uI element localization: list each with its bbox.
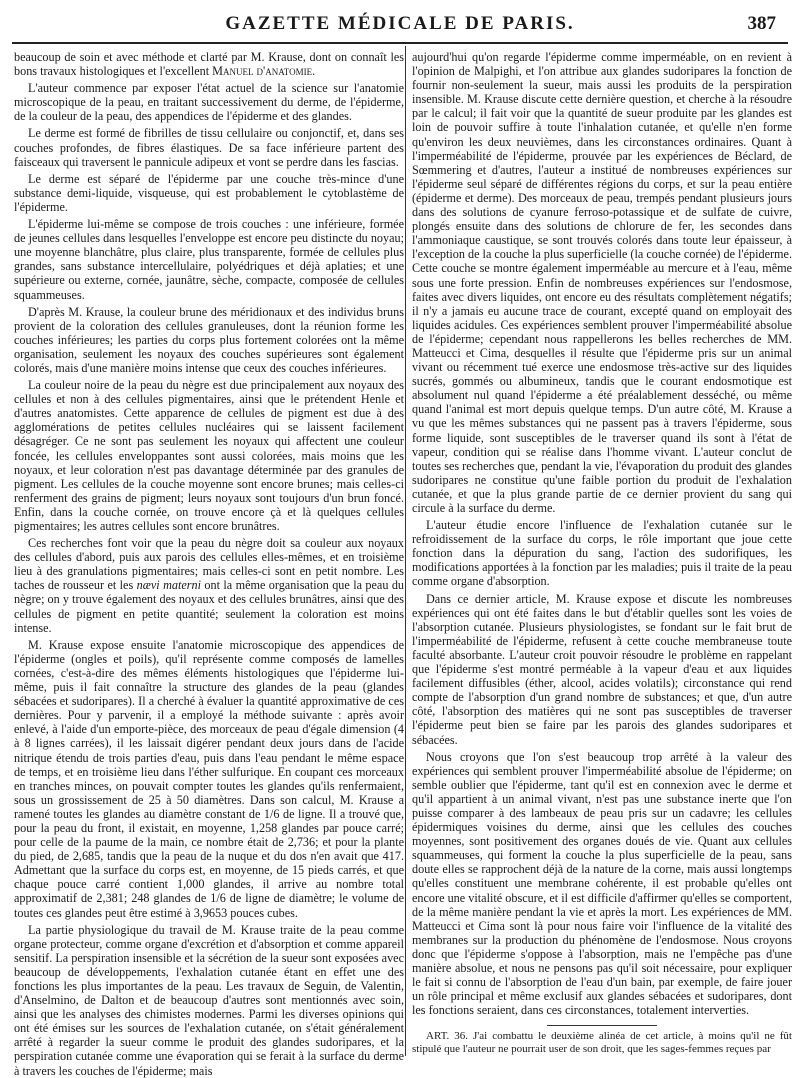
book-title: Manuel d'anatomie. — [212, 64, 316, 79]
paragraph: aujourd'hui qu'on regarde l'épiderme comme imperméable, on en revient à l'opinion de Malpighi, et l'on attribue aux glandes sudoripares la fonction de fournir non-seulement la sueur, mais aussi les produits de la perspiration insensible. M. Krause discute cette dernière question, et cherche à la résoudre par le calcul; il fait voir que la quantité de sueur produite par les glandes est loin de pouvoir suffire à toute l'inhalation cutanée, et qu'elle n'en forme qu'environ les deux neuvièmes, dans les circonstances ordinaires. Quant à l'imperméabilité de l'épiderme, prouvée par les expériences de Béclard, de Sœmmering et d'autres, l'auteur a institué de nombreuses expériences sur l'épiderme seul séparé de différentes régions du corps, et sur la peau entière (épiderme et derme). Des morceaux de peau, trempés pendant plusieurs jours dans des solutions de cyanure ferroso-potassique et de sulfate de cuivre, plongés ensuite dans des solutions de chlorure de fer, les secondes dans l'ammoniaque caustique, se sont trouvés colorés dans toute leur épaisseur, à l'exception de la couche la plus superficielle (la couche cornée) de l'épiderme. Cette couche se montre également imperméable au mercure et à l'eau, même sous une forte pression. Enfin de nombreuses expériences sur l'endosmose, faites avec divers liquides, ont encore eu des résultats complètement négatifs; il n'y a jamais eu aucune trace de courant, excepté quand on employait des liquides acidules. Ces expériences semblent prouver l'imperméabilité absolue de l'épiderme; cependant nous rappellerons les belles recherches de MM. Matteucci et Cima, desquelles il résulte que l'épiderme pris sur un animal vivant ou récemment tué exerce une endosmose très-active sur des liquides sucrés, gommés ou albumineux, tandis que le courant endosmotique est absolument nul quand l'épiderme a été préalablement desséché, ou même quand l'animal est mort depuis quelque temps. D'un autre côté, M. Krause a vu que les mêmes substances qui ne passent pas à travers l'épiderme, sous forme liquide, sont susceptibles de le traverser quand ils sont à l'état de vapeur, condition qui se réalise dans l'homme vivant. L'auteur conclut de toutes ses recherches que, pendant la vie, l'évaporation du produit des glandes sudoripares ne constitue qu'une faible portion du produit de l'exhalation cutanée, et que la plus grande partie de ce dernier provient du sang qui circule à la surface du derme. — [412, 50, 792, 515]
paragraph: Dans ce dernier article, M. Krause expose et discute les nombreuses expériences qui ont été faites dans le but d'établir quelles sont les voies de l'absorption cutanée. Plusieurs physiologistes, se fondant sur le fait brut de l'imperméabilité de l'épiderme, refusent à cette couche membraneuse toute faculté absorbante. L'auteur croit pouvoir résoudre le problème en rappelant que l'épiderme s'est montré perméable à la vapeur d'eau et aux liquides facilement diffusibles (éther, alcool, acides volatils); circonstance qui rend compte de l'absorption d'un grand nombre de substances; et que, d'un autre côté, l'absorption des matières qui ne sont pas susceptibles de traverser l'épiderme peut bien se faire par les parois des glandes sudoripares et sébacées. — [412, 591, 792, 747]
paragraph-text: beaucoup de soin et avec méthode et clarté par M. Krause, dont on connaît les bons travaux histologiques et l'excellent — [14, 50, 404, 79]
page-header — [0, 0, 800, 40]
paragraph — [14, 50, 404, 78]
paragraph: L'auteur commence par exposer l'état actuel de la science sur l'anatomie microscopique de la peau, en traitant successivement du derme, de l'épiderme, de la couleur de la peau, des appendices de l'épiderme et des glandes. — [14, 81, 404, 124]
paragraph: Le derme est séparé de l'épiderme par une couche très-mince d'une substance demi-liquide, visqueuse, qui est probablement le cytoblastème de l'épiderme. — [14, 171, 404, 214]
paragraph: Le derme est formé de fibrilles de tissu cellulaire ou conjonctif, et, dans ses couches profondes, de fibres élastiques. De sa face inférieure partent des faisceaux qui traversent le pannicule adipeux et vont se perdre dans les fascias. — [14, 126, 404, 169]
footnote: ART. 36. J'ai combattu le deuxième alinéa de cet article, à moins qu'il ne fût stipulé que l'auteur ne pourrait user de son droit, que les sages-femmes reçues par — [412, 1030, 792, 1055]
column-separator — [405, 46, 406, 1056]
right-column — [412, 50, 792, 1056]
paragraph: L'auteur étudie encore l'influence de l'exhalation cutanée sur le refroidissement de la surface du corps, le rôle important que joue cette fonction dans la dépuration du sang, l'action des sudorifiques, les modifications apportées à la fonction par les maladies; puis il traite de la peau comme organe d'absorption. — [412, 518, 792, 589]
paragraph: Nous croyons que l'on s'est beaucoup trop arrêté à la valeur des expériences qui semblent prouver l'imperméabilité absolue de l'épiderme; on semble oublier que l'épiderme, tant qu'il est en connexion avec le derme et qu'il appartient à un animal vivant, n'est pas une substance inerte que l'on puisse comparer à des lambeaux de peau pris sur un cadavre; les cellules épidermiques voisines du derme, ainsi que les cellules des couches moyennes, sont positivement des organes doués de vie. Quant aux cellules squammeuses, qui forment la couche la plus superficielle de la peau, sans doute elles se rapprochent déjà de la nature de la corne, mais aussi longtemps qu'elles constituent une membrane cohérente, il est probable qu'elles ont encore une vitalité obscure, et il est difficile d'affirmer qu'elles se comportent, de la même manière pendant la vie et après la mort. Les expériences de MM. Matteucci et Cima sont là pour nous faire voir l'influence de la vitalité des membranes sur la production du phénomène de l'endosmose. Nous croyons donc que l'épiderme s'oppose à l'absorption, mais ne l'empêche pas d'une manière absolue, et nous ne pensons pas qu'il soit nécessaire, pour expliquer le fait si connu de l'absorption de l'eau d'un bain, par exemple, de faire jouer un rôle principal et même exclusif aux glandes sébacées et sudoripares, dont les fonctions seraient, dans ces circonstances, totalement interverties. — [412, 749, 792, 1018]
paragraph-text: Ces recherches font voir que la peau du nègre doit sa couleur aux noyaux des cellules d'abord, puis aux parois des cellules elles-mêmes, et en troisième lieu à des granulations pigmentaires; mais celles-ci sont en petit nombre. Les taches de rousseur et les — [14, 536, 404, 593]
latin-term: nævi materni — [136, 578, 201, 593]
journal-title: GAZETTE MÉDICALE DE PARIS. — [225, 13, 575, 34]
paragraph — [14, 536, 404, 635]
paragraph: La partie physiologique du travail de M. Krause traite de la peau comme organe protecteur, comme organe d'excrétion et d'absorption et comme appareil sensitif. La perspiration insensible et la sécrétion de la sueur sont exposées avec beaucoup de développements, l'exhalation cutanée étant en effet une des fonctions les plus importantes de la peau. Les travaux de Seguin, de Valentin, d'Anselmino, de Dalton et de beaucoup d'autres sont mentionnés avec soin, ainsi que les analyses des chimistes modernes. Parmi les diverses opinions qui ont été émises sur les sources de l'exhalation cutanée, on s'était généralement arrêté à regarder la sueur comme le produit des glandes sudoripares, et la perspiration cutanée comme une évaporation qui se ferait à la surface du derme à travers les couches de l'épiderme; mais — [14, 922, 404, 1078]
paragraph: M. Krause expose ensuite l'anatomie microscopique des appendices de l'épiderme (ongles et poils), qu'il représente comme composés de lamelles cornées, c'est-à-dire des mêmes éléments histologiques que l'épiderme lui-même, puis il fait connaître la structure des glandes de la peau (glandes sébacées et sudoripares). Il a cherché à évaluer la quantité approximative de ces dernières. Pour y parvenir, il a employé la méthode suivante : après avoir enlevé, à l'aide d'un emporte-pièce, des morceaux de peau d'égale dimension (4 à 8 lignes carrées), il les laissait digérer pendant deux jours dans de l'acide nitrique étendu de trois parties d'eau, puis dans l'eau pendant le même espace de temps, et en troisième lieu dans l'éther sulfurique. En coupant ces morceaux en tranches minces, on pouvait compter toutes les glandes qu'ils renfermaient, sous un grossissement de 25 à 50 diamètres. Dans son calcul, M. Krause a ramené toutes les glandes au diamètre constant de 1/6 de ligne. Il a trouvé que, pour la peau du front, il existait, en moyenne, 1,258 glandes par pouce carré; pour celle de la paume de la main, ce nombre était de 2,736; et pour la plante du pied, de 2,685, tandis que la peau de la nuque et du dos n'en avait que 417. Admettant que la surface du corps est, en moyenne, de 15 pieds carrés, et que chaque pouce carré contient 1,000 glandes, il arrive au nombre total approximatif de 2,381; 248 glandes de 1/6 de ligne de diamètre; le volume de toutes ces glandes peut être estimé à 3,9653 pouces cubes. — [14, 637, 404, 920]
paragraph: L'épiderme lui-même se compose de trois couches : une inférieure, formée de jeunes cellules dans lesquelles l'enveloppe est encore peu distincte du noyau; une moyenne blanchâtre, plus claire, plus transparente, formée de cellules plus grandes, sans substance intercellulaire, polyédriques et déjà aplaties; et une supérieure ou externe, cornée, jaunâtre, sèche, compacte, composée de cellules squammeuses. — [14, 217, 404, 302]
footnote-rule — [547, 1025, 657, 1026]
left-column — [14, 50, 405, 1078]
header-rule — [12, 42, 788, 44]
paragraph: La couleur noire de la peau du nègre est due principalement aux noyaux des cellules et non à des cellules pigmentaires, ainsi que le prétendent Henle et d'autres anatomistes. Cette apparence de cellules de pigment est due à des agglomérations de petites cellules nucléaires qui se laissent facilement désagréger. Ce ne sont pas seulement les noyaux qui affectent une couleur foncée, les cellules enveloppantes sont aussi colorées, mais moins que les noyaux, et leur coloration n'est pas davantage déterminée par des granules de pigment. Les cellules de la couche moyenne sont encore brunes; mais celles-ci renferment des grains de pigment; leurs noyaux sont toujours d'un brun foncé. Enfin, dans la couche cornée, on trouve encore çà et là quelques cellules pigmentaires; les autres cellules sont encore brunâtres. — [14, 378, 404, 533]
paragraph-text: ont la même organisation que la peau du nègre; on y trouve également des noyaux et des cellules brunâtres, ainsi que des cellules de pigment en petite quantité; seulement la coloration est moins intense. — [14, 578, 405, 635]
page-number: 387 — [747, 13, 776, 34]
paragraph: D'après M. Krause, la couleur brune des méridionaux et des individus bruns provient de la coloration des cellules granuleuses, dont la réunion forme les couches inférieures; les parties du corps plus fortement colorées ont la même organisation, seulement les noyaux des couches supérieures sont également colorés, mais d'une manière moins intense que ceux des couches inférieures. — [14, 304, 404, 375]
